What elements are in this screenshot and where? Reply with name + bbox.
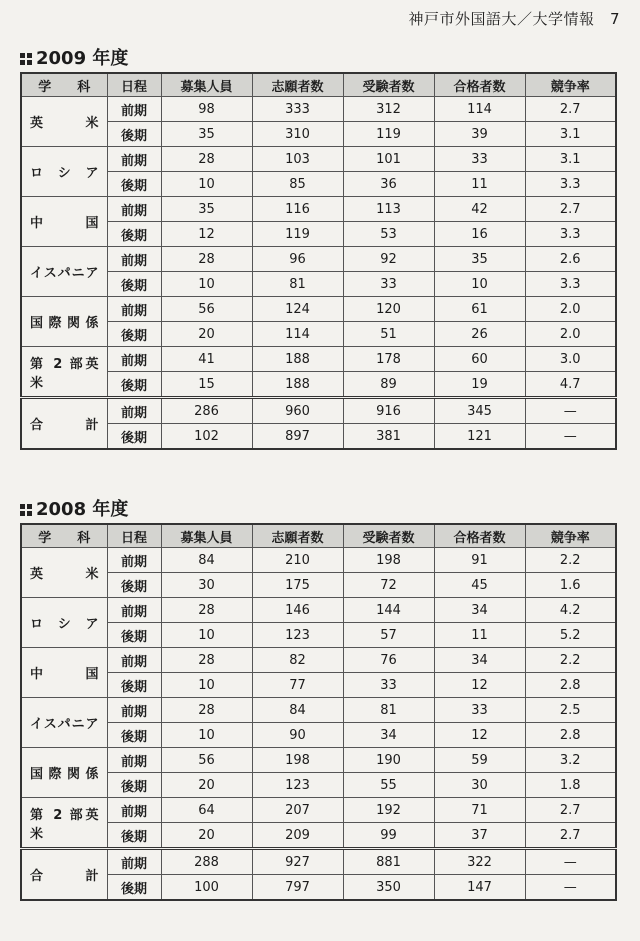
examinees-cell: 178 [343, 347, 434, 372]
quota-cell: 28 [161, 247, 252, 272]
table-row [21, 823, 616, 849]
square-bullet-icon [20, 53, 32, 65]
quota-cell: 98 [161, 97, 252, 122]
table-row [21, 398, 616, 424]
table-row [21, 849, 616, 875]
ratio-cell: 4.2 [525, 598, 616, 623]
exam-period: 後期 [107, 823, 161, 849]
quota-cell: 28 [161, 598, 252, 623]
table-row [21, 673, 616, 698]
column-header-dept: 学 科 [21, 73, 107, 97]
ratio-cell: — [525, 424, 616, 450]
ratio-cell: 2.6 [525, 247, 616, 272]
exam-period: 前期 [107, 347, 161, 372]
examinees-cell: 72 [343, 573, 434, 598]
applicants-cell: 77 [252, 673, 343, 698]
quota-cell: 15 [161, 372, 252, 398]
ratio-cell: 2.2 [525, 648, 616, 673]
examinees-cell: 113 [343, 197, 434, 222]
examinees-cell: 101 [343, 147, 434, 172]
quota-cell: 64 [161, 798, 252, 823]
total-label: 合 計 [21, 398, 107, 450]
applicants-cell: 207 [252, 798, 343, 823]
examinees-cell: 34 [343, 723, 434, 748]
examinees-cell: 99 [343, 823, 434, 849]
applicants-cell: 90 [252, 723, 343, 748]
quota-cell: 84 [161, 548, 252, 573]
header-row [21, 73, 616, 97]
examinees-cell: 120 [343, 297, 434, 322]
ratio-cell: 2.0 [525, 297, 616, 322]
table-row [21, 122, 616, 147]
column-header-quota: 募集人員 [161, 524, 252, 548]
section-title-text: 2008 年度 [36, 499, 129, 520]
passed-cell: 16 [434, 222, 525, 247]
applicants-cell: 119 [252, 222, 343, 247]
passed-cell: 60 [434, 347, 525, 372]
table-row [21, 247, 616, 272]
quota-cell: 56 [161, 297, 252, 322]
applicants-cell: 198 [252, 748, 343, 773]
passed-cell: 345 [434, 398, 525, 424]
passed-cell: 26 [434, 322, 525, 347]
square-bullet-icon [20, 504, 32, 516]
exam-period: 前期 [107, 648, 161, 673]
ratio-cell: 3.3 [525, 272, 616, 297]
quota-cell: 10 [161, 723, 252, 748]
quota-cell: 20 [161, 773, 252, 798]
passed-cell: 11 [434, 172, 525, 197]
examinees-cell: 33 [343, 673, 434, 698]
quota-cell: 12 [161, 222, 252, 247]
department-name: 中 国 [21, 197, 107, 247]
passed-cell: 91 [434, 548, 525, 573]
table-row [21, 875, 616, 901]
applicants-cell: 96 [252, 247, 343, 272]
passed-cell: 42 [434, 197, 525, 222]
running-header: 神戸市外国語大／大学情報 7 [408, 10, 620, 28]
table-row [21, 723, 616, 748]
passed-cell: 33 [434, 147, 525, 172]
passed-cell: 12 [434, 723, 525, 748]
column-header-applicants: 志願者数 [252, 524, 343, 548]
applicants-cell: 123 [252, 773, 343, 798]
applicants-cell: 927 [252, 849, 343, 875]
exam-period: 前期 [107, 798, 161, 823]
exam-period: 後期 [107, 723, 161, 748]
ratio-cell: — [525, 849, 616, 875]
quota-cell: 10 [161, 172, 252, 197]
examinees-cell: 89 [343, 372, 434, 398]
ratio-cell: 3.3 [525, 172, 616, 197]
applicants-cell: 797 [252, 875, 343, 901]
examinees-cell: 55 [343, 773, 434, 798]
examinees-cell: 53 [343, 222, 434, 247]
examinees-cell: 92 [343, 247, 434, 272]
applicants-cell: 84 [252, 698, 343, 723]
exam-period: 前期 [107, 748, 161, 773]
quota-cell: 28 [161, 147, 252, 172]
ratio-cell: 4.7 [525, 372, 616, 398]
ratio-cell: — [525, 875, 616, 901]
ratio-cell: 2.7 [525, 197, 616, 222]
department-name: ロ シ ア [21, 598, 107, 648]
table-row [21, 648, 616, 673]
table-body [21, 97, 616, 450]
table-row [21, 698, 616, 723]
table-row [21, 424, 616, 450]
department-name: ロ シ ア [21, 147, 107, 197]
applicants-cell: 123 [252, 623, 343, 648]
ratio-cell: 1.8 [525, 773, 616, 798]
section-title [20, 46, 614, 72]
table-row [21, 798, 616, 823]
exam-period: 前期 [107, 548, 161, 573]
exam-period: 後期 [107, 122, 161, 147]
applicants-cell: 175 [252, 573, 343, 598]
department-name: 第 2 部英米 [21, 347, 107, 398]
ratio-cell: 2.0 [525, 322, 616, 347]
quota-cell: 20 [161, 322, 252, 347]
examinees-cell: 881 [343, 849, 434, 875]
passed-cell: 19 [434, 372, 525, 398]
exam-period: 前期 [107, 197, 161, 222]
applicants-cell: 310 [252, 122, 343, 147]
table-row [21, 272, 616, 297]
table-row [21, 548, 616, 573]
column-header-examinees: 受験者数 [343, 73, 434, 97]
table-row [21, 748, 616, 773]
quota-cell: 35 [161, 197, 252, 222]
exam-period: 前期 [107, 398, 161, 424]
exam-period: 後期 [107, 673, 161, 698]
applicants-cell: 124 [252, 297, 343, 322]
column-header-applicants: 志願者数 [252, 73, 343, 97]
department-name: 英 米 [21, 548, 107, 598]
table-row [21, 623, 616, 648]
passed-cell: 35 [434, 247, 525, 272]
exam-period: 後期 [107, 222, 161, 247]
department-name: 第 2 部英米 [21, 798, 107, 849]
ratio-cell: 2.2 [525, 548, 616, 573]
ratio-cell: 3.1 [525, 147, 616, 172]
ratio-cell: 2.5 [525, 698, 616, 723]
department-name: 国際関係 [21, 748, 107, 798]
passed-cell: 33 [434, 698, 525, 723]
column-header-ratio: 競争率 [525, 73, 616, 97]
quota-cell: 10 [161, 673, 252, 698]
quota-cell: 10 [161, 623, 252, 648]
department-name: 英 米 [21, 97, 107, 147]
ratio-cell: 3.2 [525, 748, 616, 773]
applicants-cell: 116 [252, 197, 343, 222]
exam-period: 前期 [107, 147, 161, 172]
examinees-cell: 198 [343, 548, 434, 573]
column-header-passed: 合格者数 [434, 524, 525, 548]
table-row [21, 297, 616, 322]
column-header-period: 日程 [107, 524, 161, 548]
quota-cell: 28 [161, 648, 252, 673]
column-header-dept: 学 科 [21, 524, 107, 548]
passed-cell: 39 [434, 122, 525, 147]
passed-cell: 322 [434, 849, 525, 875]
table-row [21, 147, 616, 172]
exam-period: 後期 [107, 773, 161, 798]
examinees-cell: 190 [343, 748, 434, 773]
column-header-examinees: 受験者数 [343, 524, 434, 548]
quota-cell: 286 [161, 398, 252, 424]
applicants-cell: 114 [252, 322, 343, 347]
applicants-cell: 960 [252, 398, 343, 424]
department-name: 国際関係 [21, 297, 107, 347]
quota-cell: 102 [161, 424, 252, 450]
examinees-cell: 381 [343, 424, 434, 450]
exam-period: 前期 [107, 297, 161, 322]
quota-cell: 20 [161, 823, 252, 849]
applicants-cell: 210 [252, 548, 343, 573]
quota-cell: 41 [161, 347, 252, 372]
quota-cell: 288 [161, 849, 252, 875]
table-row [21, 322, 616, 347]
department-name: イスパニア [21, 698, 107, 748]
table-row [21, 222, 616, 247]
passed-cell: 61 [434, 297, 525, 322]
ratio-cell: 3.3 [525, 222, 616, 247]
ratio-cell: — [525, 398, 616, 424]
passed-cell: 34 [434, 598, 525, 623]
passed-cell: 71 [434, 798, 525, 823]
quota-cell: 35 [161, 122, 252, 147]
applicants-cell: 188 [252, 372, 343, 398]
ratio-cell: 5.2 [525, 623, 616, 648]
quota-cell: 10 [161, 272, 252, 297]
table-row [21, 598, 616, 623]
section-title [20, 497, 614, 523]
applicants-cell: 188 [252, 347, 343, 372]
examinees-cell: 76 [343, 648, 434, 673]
passed-cell: 45 [434, 573, 525, 598]
exam-period: 前期 [107, 97, 161, 122]
total-label: 合 計 [21, 849, 107, 901]
examinees-cell: 192 [343, 798, 434, 823]
applicants-cell: 333 [252, 97, 343, 122]
section-2008 [20, 497, 614, 901]
section-title-text: 2009 年度 [36, 48, 129, 69]
applicants-cell: 81 [252, 272, 343, 297]
table-row [21, 172, 616, 197]
examinees-cell: 81 [343, 698, 434, 723]
examinees-cell: 144 [343, 598, 434, 623]
table-row [21, 97, 616, 122]
applicants-cell: 82 [252, 648, 343, 673]
passed-cell: 12 [434, 673, 525, 698]
column-header-quota: 募集人員 [161, 73, 252, 97]
admissions-table-2009 [20, 72, 617, 450]
examinees-cell: 36 [343, 172, 434, 197]
exam-period: 前期 [107, 698, 161, 723]
ratio-cell: 2.7 [525, 97, 616, 122]
exam-period: 後期 [107, 875, 161, 901]
examinees-cell: 916 [343, 398, 434, 424]
department-name: 中 国 [21, 648, 107, 698]
exam-period: 後期 [107, 424, 161, 450]
quota-cell: 56 [161, 748, 252, 773]
column-header-ratio: 競争率 [525, 524, 616, 548]
examinees-cell: 57 [343, 623, 434, 648]
applicants-cell: 103 [252, 147, 343, 172]
passed-cell: 30 [434, 773, 525, 798]
ratio-cell: 3.0 [525, 347, 616, 372]
exam-period: 後期 [107, 172, 161, 197]
ratio-cell: 1.6 [525, 573, 616, 598]
admissions-table-2008 [20, 523, 617, 901]
ratio-cell: 2.7 [525, 823, 616, 849]
examinees-cell: 312 [343, 97, 434, 122]
header-row [21, 524, 616, 548]
exam-period: 後期 [107, 623, 161, 648]
exam-period: 前期 [107, 247, 161, 272]
exam-period: 後期 [107, 272, 161, 297]
ratio-cell: 3.1 [525, 122, 616, 147]
ratio-cell: 2.8 [525, 673, 616, 698]
examinees-cell: 51 [343, 322, 434, 347]
table-row [21, 773, 616, 798]
passed-cell: 11 [434, 623, 525, 648]
ratio-cell: 2.8 [525, 723, 616, 748]
table-body [21, 548, 616, 901]
ratio-cell: 2.7 [525, 798, 616, 823]
column-header-period: 日程 [107, 73, 161, 97]
passed-cell: 121 [434, 424, 525, 450]
passed-cell: 114 [434, 97, 525, 122]
department-name: イスパニア [21, 247, 107, 297]
passed-cell: 34 [434, 648, 525, 673]
applicants-cell: 209 [252, 823, 343, 849]
examinees-cell: 33 [343, 272, 434, 297]
exam-period: 前期 [107, 849, 161, 875]
exam-period: 後期 [107, 372, 161, 398]
examinees-cell: 119 [343, 122, 434, 147]
exam-period: 前期 [107, 598, 161, 623]
exam-period: 後期 [107, 322, 161, 347]
passed-cell: 59 [434, 748, 525, 773]
quota-cell: 100 [161, 875, 252, 901]
table-row [21, 347, 616, 372]
quota-cell: 30 [161, 573, 252, 598]
section-2009 [20, 46, 614, 450]
table-row [21, 573, 616, 598]
quota-cell: 28 [161, 698, 252, 723]
column-header-passed: 合格者数 [434, 73, 525, 97]
table-row [21, 372, 616, 398]
applicants-cell: 85 [252, 172, 343, 197]
passed-cell: 147 [434, 875, 525, 901]
applicants-cell: 897 [252, 424, 343, 450]
examinees-cell: 350 [343, 875, 434, 901]
applicants-cell: 146 [252, 598, 343, 623]
passed-cell: 10 [434, 272, 525, 297]
table-row [21, 197, 616, 222]
passed-cell: 37 [434, 823, 525, 849]
exam-period: 後期 [107, 573, 161, 598]
